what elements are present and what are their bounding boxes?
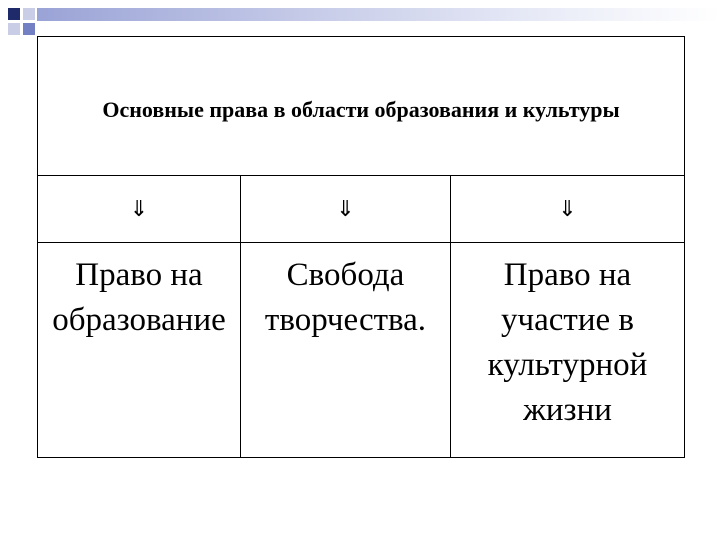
- decorative-square: [8, 23, 20, 35]
- right-cultural-life-cell: Право на участие в культурной жизни: [487, 257, 648, 428]
- down-arrow-icon: ⇓: [336, 196, 355, 222]
- decorative-square: [8, 8, 20, 20]
- down-arrow-icon: ⇓: [129, 196, 149, 222]
- table-title: Основные права в области образования и культуры: [102, 97, 620, 122]
- rights-table: [37, 36, 685, 458]
- decorative-square: [23, 8, 35, 20]
- table-header-cell: [38, 37, 684, 176]
- decorative-gradient-bar: [37, 8, 720, 21]
- freedom-creativity-cell: Свобода творчества.: [264, 257, 427, 338]
- decorative-square: [23, 23, 35, 35]
- decorative-header: [0, 0, 720, 40]
- right-education-cell: Право на образование: [52, 257, 226, 338]
- down-arrow-icon: ⇓: [558, 196, 577, 222]
